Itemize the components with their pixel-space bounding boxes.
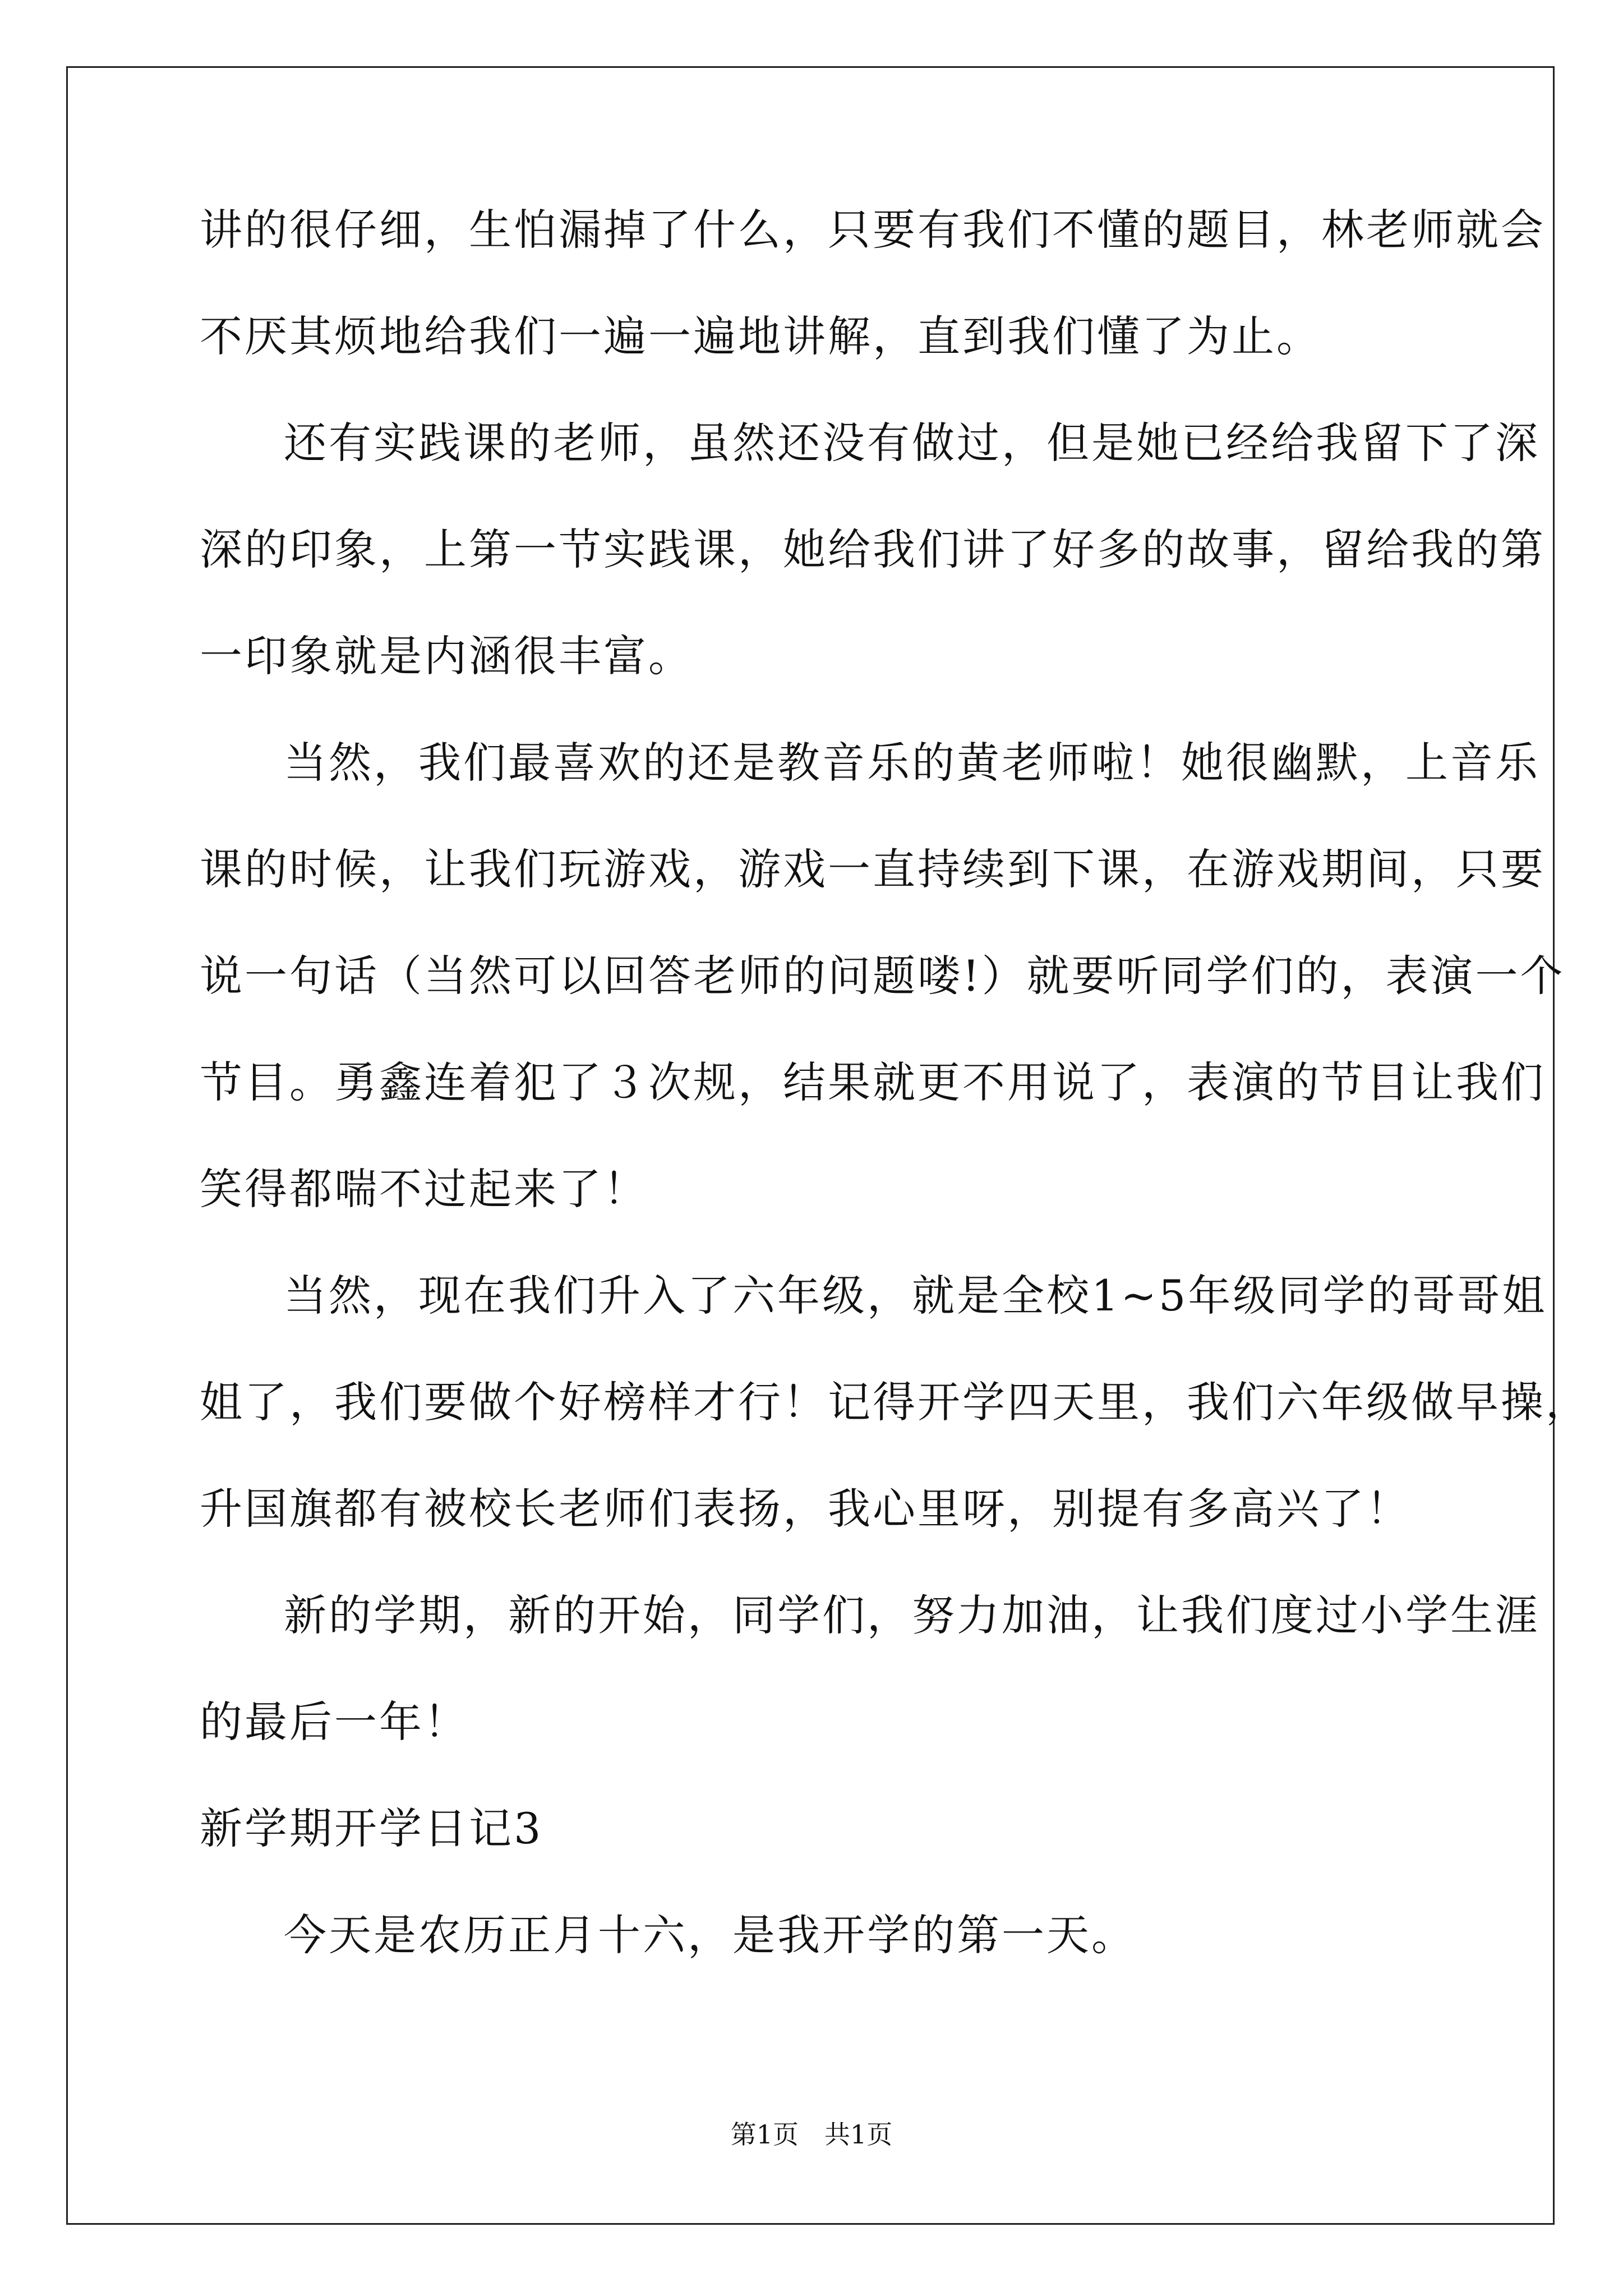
paragraph-start-line: 当然，现在我们升入了六年级，就是全校1~5年级同学的哥哥姐 [284,1271,1547,1320]
paragraph-start-line: 新的学期，新的开始，同学们，努力加油，让我们度过小学生涯 [284,1590,1540,1640]
page-footer: 第1页 共1页 [730,2119,893,2150]
text-line: 说一句话（当然可以回答老师的问题喽!）就要听同学们的，表演一个 [200,951,1565,1001]
section-heading: 新学期开学日记3 [200,1803,543,1853]
text-line: 课的时候，让我们玩游戏，游戏一直持续到下课，在游戏期间，只要 [200,844,1546,894]
text-line: 姐了，我们要做个好榜样才行！记得开学四天里，我们六年级做早操， [200,1377,1590,1427]
text-line: 讲的很仔细，生怕漏掉了什么，只要有我们不懂的题目，林老师就会 [200,205,1546,255]
paragraph-start-line: 当然，我们最喜欢的还是教音乐的黄老师啦！她很幽默，上音乐 [284,738,1540,788]
text-line: 一印象就是内涵很丰富。 [200,631,693,681]
paragraph-start-line: 还有实践课的老师，虽然还没有做过，但是她已经给我留下了深 [284,418,1540,468]
text-line: 升国旗都有被校长老师们表扬，我心里呀，别提有多高兴了！ [200,1484,1411,1534]
text-line: 不厌其烦地给我们一遍一遍地讲解，直到我们懂了为止。 [200,311,1321,361]
text-line: 笑得都喘不过起来了！ [200,1164,648,1214]
text-line: 深的印象，上第一节实践课，她给我们讲了好多的故事，留给我的第 [200,524,1546,574]
paragraph-start-line: 今天是农历正月十六，是我开学的第一天。 [284,1910,1136,1960]
text-line: 节目。勇鑫连着犯了３次规，结果就更不用说了，表演的节目让我们 [200,1057,1546,1107]
text-line: 的最后一年！ [200,1697,469,1747]
page-border [66,66,1555,2225]
